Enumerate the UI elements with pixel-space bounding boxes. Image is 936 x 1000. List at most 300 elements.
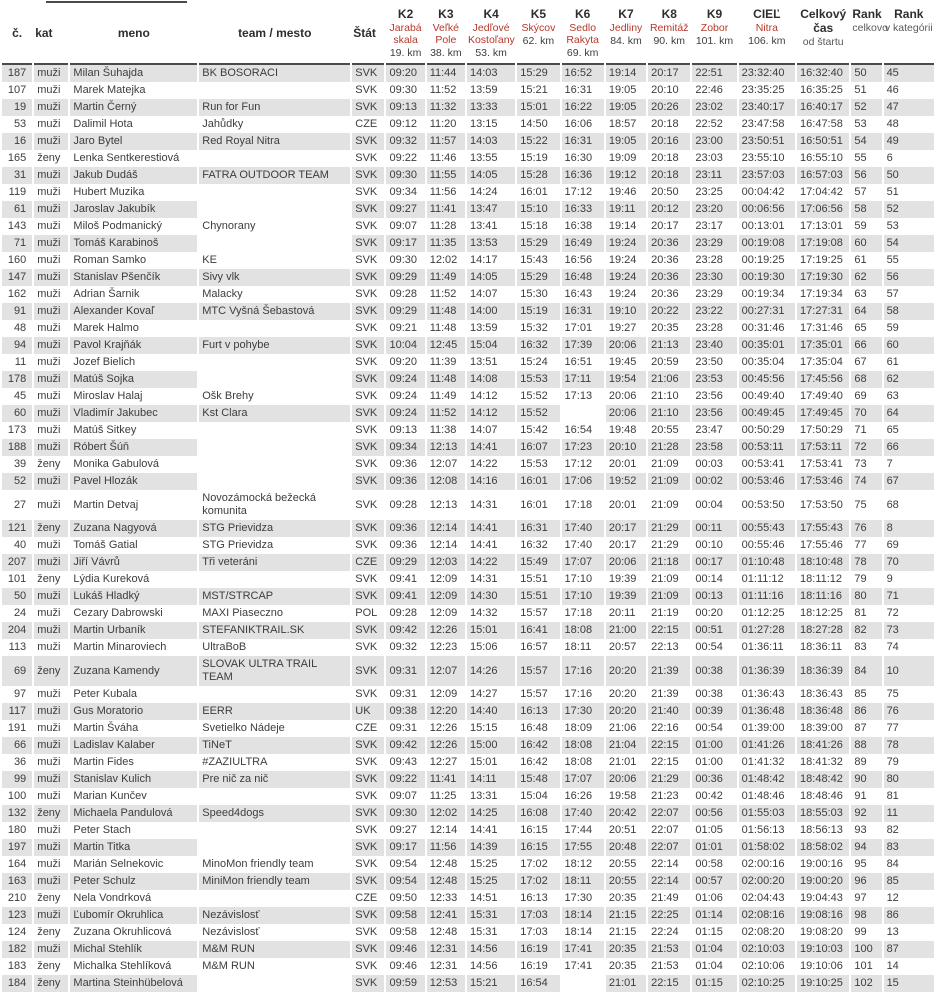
- overall-rank-cell: 82: [851, 622, 881, 639]
- split-cell-ciel: 01:11:16: [739, 588, 795, 605]
- overall-rank-cell: 101: [854, 960, 873, 972]
- state-cell: SVK: [355, 220, 378, 232]
- split-cell-k9: 01:05: [695, 824, 723, 836]
- split-cell-k8: 21:53: [648, 941, 690, 958]
- split-cell-k5: 15:29: [517, 65, 559, 82]
- split-cell-k2: 09:34: [389, 186, 417, 198]
- split-cell-k6: 17:40: [562, 520, 604, 537]
- state-cell: SVK: [355, 790, 378, 802]
- split-cell-k6: 18:09: [564, 722, 593, 734]
- split-cell-k7: 20:06: [606, 554, 646, 571]
- split-cell-k2: 09:36: [389, 458, 417, 470]
- split-cell-k4: 15:31: [467, 907, 515, 924]
- name-cell: Ladislav Kalaber: [70, 737, 197, 754]
- result-row: [2, 856, 934, 873]
- bib-cell: 160: [7, 254, 27, 266]
- name-cell: Adrian Šarnik: [73, 288, 140, 300]
- split-cell-k7: 19:10: [606, 303, 646, 320]
- split-cell-k3: 11:48: [427, 303, 465, 320]
- split-cell-k8: 21:49: [651, 892, 679, 904]
- category-rank-cell: 46: [886, 84, 899, 96]
- overall-rank-cell: 65: [854, 322, 867, 334]
- bib-cell: 123: [2, 907, 32, 924]
- total-time-cell: 18:36:43: [800, 688, 843, 700]
- split-cell-k9: 23:58: [692, 439, 736, 456]
- split-cell-k6: 16:56: [564, 254, 593, 266]
- split-cell-k2: 09:43: [389, 756, 417, 768]
- split-cell-k4: 14:56: [467, 941, 515, 958]
- total-time-cell: 17:04:42: [800, 186, 843, 198]
- split-cell-k3: 12:14: [427, 520, 465, 537]
- total-time-cell: 16:40:17: [797, 99, 849, 116]
- split-cell-k9: 22:46: [695, 84, 723, 96]
- category-cell: muži: [37, 390, 61, 402]
- team-cell: Run for Fun: [199, 99, 350, 116]
- split-cell-k7: 20:06: [606, 405, 646, 422]
- result-row: [2, 873, 934, 890]
- team-cell: [199, 473, 350, 490]
- result-row: [2, 622, 934, 639]
- split-cell-ciel: 01:27:28: [739, 622, 795, 639]
- split-cell-k6: 16:22: [562, 99, 604, 116]
- split-cell-k5: 16:01: [520, 498, 548, 511]
- split-cell-k4: 14:30: [467, 588, 515, 605]
- result-row: [2, 554, 934, 571]
- category-rank-cell: 14: [886, 960, 899, 972]
- column-title: team / mesto: [238, 26, 312, 40]
- overall-rank-cell: 69: [854, 390, 867, 402]
- bib-cell: 197: [2, 839, 32, 856]
- split-cell-k9: 23:17: [695, 220, 723, 232]
- name-cell: Jakub Dudáš: [70, 167, 197, 184]
- results-body: [2, 65, 934, 992]
- overall-rank-cell: 98: [851, 907, 881, 924]
- category-cell: ženy: [37, 573, 61, 585]
- category-rank-cell: 84: [886, 858, 899, 870]
- overall-rank-cell: 97: [854, 892, 867, 904]
- column-header-k8: [648, 0, 690, 65]
- team-cell: Red Royal Nitra: [199, 133, 350, 150]
- split-cell-k7: 21:01: [608, 756, 637, 768]
- category-cell: muži: [37, 722, 61, 734]
- split-cell-k9: 01:06: [695, 892, 723, 904]
- bib-cell: 164: [7, 858, 27, 870]
- split-cell-k8: 21:29: [651, 539, 679, 551]
- team-cell: [199, 320, 350, 337]
- split-cell-ciel: 02:10:03: [739, 941, 795, 958]
- split-cell-k7: 19:12: [606, 167, 646, 184]
- total-time-cell: 17:35:01: [797, 337, 849, 354]
- state-cell: SVK: [355, 424, 378, 436]
- state-cell: SVK: [355, 688, 378, 700]
- bib-cell: 132: [2, 805, 32, 822]
- column-title: Rank: [852, 7, 882, 21]
- column-title: kat: [35, 26, 53, 40]
- column-header-k7: [606, 0, 646, 65]
- team-cell: [199, 201, 350, 218]
- split-cell-k7: 20:42: [606, 805, 646, 822]
- bib-cell: 119: [8, 186, 27, 198]
- split-cell-k8: 20:36: [651, 288, 679, 300]
- split-cell-k7: 20:20: [606, 656, 646, 686]
- team-cell: M&M RUN: [202, 960, 255, 972]
- split-cell-k7: 19:24: [608, 254, 637, 266]
- total-time-cell: 17:53:41: [800, 458, 843, 470]
- name-cell: Michal Stehlík: [70, 941, 197, 958]
- state-cell: SVK: [352, 405, 384, 422]
- result-row: [2, 456, 934, 473]
- split-cell-k7: 19:05: [608, 84, 637, 96]
- split-cell-k2: 09:07: [389, 790, 417, 802]
- split-cell-k7: 20:17: [608, 539, 637, 551]
- total-time-cell: 17:19:30: [797, 269, 849, 286]
- bib-cell: 16: [2, 133, 32, 150]
- category-cell: muži: [34, 473, 68, 490]
- split-cell-k3: 12:26: [427, 737, 465, 754]
- total-time-cell: 18:48:42: [797, 771, 849, 788]
- column-subtitle: Jarabá skala: [389, 22, 422, 46]
- split-cell-k4: 15:00: [467, 737, 515, 754]
- category-cell: ženy: [37, 458, 61, 470]
- result-row: [2, 82, 934, 99]
- total-time-cell: 17:45:56: [797, 371, 849, 388]
- split-cell-k5: 16:01: [520, 186, 548, 198]
- split-cell-ciel: 00:49:40: [741, 390, 785, 402]
- total-time-cell: 18:58:02: [797, 839, 849, 856]
- split-cell-k8: 21:40: [648, 703, 690, 720]
- split-cell-k2: 09:36: [389, 539, 417, 551]
- state-cell: SVK: [355, 539, 378, 551]
- split-cell-k3: 11:41: [427, 771, 465, 788]
- split-cell-k5: 16:32: [520, 539, 548, 551]
- split-cell-k7: 20:01: [608, 458, 637, 470]
- split-cell-k6: 18:11: [564, 641, 592, 653]
- category-cell: muži: [34, 303, 68, 320]
- split-cell-k2: 09:30: [386, 805, 424, 822]
- split-cell-k2: 09:36: [386, 520, 424, 537]
- split-cell-k7: 20:55: [608, 858, 637, 870]
- team-cell: [199, 890, 350, 907]
- split-cell-k3: 12:03: [427, 554, 465, 571]
- total-time-cell: 17:49:40: [800, 390, 843, 402]
- split-cell-k2: 09:29: [386, 554, 424, 571]
- state-cell: SVK: [355, 458, 378, 470]
- category-cell: muži: [34, 941, 68, 958]
- split-cell-k9: 22:51: [692, 65, 736, 82]
- team-cell: Novozámocká bežecká komunita: [202, 492, 316, 517]
- split-cell-k8: 20:36: [651, 254, 679, 266]
- result-row: [2, 218, 934, 235]
- category-rank-cell: 66: [884, 439, 934, 456]
- split-cell-k6: 18:08: [562, 622, 604, 639]
- split-cell-ciel: 00:55:43: [739, 520, 795, 537]
- split-cell-k6: 17:30: [562, 703, 604, 720]
- result-row: [2, 656, 934, 686]
- split-cell-k6: 16:31: [562, 303, 604, 320]
- category-rank-cell: 9: [886, 573, 893, 585]
- bib-cell: 204: [2, 622, 32, 639]
- split-cell-k3: 12:09: [429, 573, 458, 585]
- split-cell-k5: 15:57: [517, 656, 559, 686]
- bib-cell: 40: [13, 539, 27, 551]
- total-time-cell: 17:06:56: [797, 201, 849, 218]
- total-time-cell: 17:31:46: [800, 322, 843, 334]
- split-cell-k3: 11:46: [429, 152, 457, 164]
- split-cell-k2: 09:20: [386, 65, 424, 82]
- category-cell: ženy: [37, 152, 61, 164]
- split-cell-k4: 14:12: [469, 390, 498, 402]
- split-cell-k7: 19:11: [606, 201, 646, 218]
- split-cell-k3: 11:56: [429, 186, 457, 198]
- split-cell-k3: 12:31: [429, 960, 458, 972]
- team-cell: [199, 822, 350, 839]
- split-cell-k7: 20:01: [608, 498, 637, 511]
- total-time-cell: 16:57:03: [797, 167, 849, 184]
- category-cell: muži: [37, 688, 61, 700]
- team-cell: STG Prievidza: [199, 520, 350, 537]
- category-cell: muži: [34, 873, 68, 890]
- name-cell: Hubert Muzika: [73, 186, 145, 198]
- bib-cell: 53: [13, 118, 27, 130]
- state-cell: CZE: [355, 118, 378, 130]
- column-header-name: [70, 0, 197, 65]
- bib-cell: 31: [2, 167, 32, 184]
- split-cell-k4: 14:08: [467, 371, 515, 388]
- category-rank-cell: 47: [884, 99, 934, 116]
- bib-cell: 188: [2, 439, 32, 456]
- split-cell-ciel: 00:04:42: [741, 186, 785, 198]
- category-rank-cell: 73: [884, 622, 934, 639]
- name-cell: Martin Minaroviech: [73, 641, 167, 653]
- split-cell-k8: 22:13: [651, 641, 679, 653]
- split-cell-k7: 19:14: [608, 220, 637, 232]
- overall-rank-cell: 80: [851, 588, 881, 605]
- split-cell-ciel: 01:12:25: [741, 607, 785, 619]
- split-cell-ciel: 02:08:16: [739, 907, 795, 924]
- name-cell: Zuzana Nagyová: [70, 520, 197, 537]
- split-cell-k4: 14:00: [467, 303, 515, 320]
- split-cell-k4: 14:05: [467, 167, 515, 184]
- category-rank-cell: 60: [884, 337, 934, 354]
- category-cell: muži: [34, 622, 68, 639]
- team-cell: MAXI Piaseczno: [202, 607, 283, 619]
- category-rank-cell: 79: [886, 756, 899, 768]
- total-time-cell: 18:27:28: [797, 622, 849, 639]
- category-cell: muži: [34, 703, 68, 720]
- split-cell-ciel: 02:00:16: [741, 858, 785, 870]
- state-cell: SVK: [352, 201, 384, 218]
- split-cell-k2: 09:38: [386, 703, 424, 720]
- split-cell-k6: 18:08: [564, 756, 593, 768]
- split-cell-k5: 16:19: [517, 941, 559, 958]
- split-cell-k5: 15:30: [520, 288, 548, 300]
- split-cell-k8: 22:14: [648, 873, 690, 890]
- split-cell-k7: 19:58: [608, 790, 637, 802]
- state-cell: SVK: [352, 737, 384, 754]
- category-cell: muži: [34, 737, 68, 754]
- split-cell-k4: 13:51: [469, 356, 498, 368]
- total-time-cell: 19:00:20: [797, 873, 849, 890]
- overall-rank-cell: 78: [851, 554, 881, 571]
- total-time-cell: 17:19:08: [797, 235, 849, 252]
- column-header-k4: [467, 0, 515, 65]
- split-cell-k8: 20:18: [651, 152, 679, 164]
- split-cell-k9: 01:14: [692, 907, 736, 924]
- split-cell-k5: 15:49: [517, 554, 559, 571]
- team-cell: #ZAZIULTRA: [202, 756, 268, 768]
- total-time-cell: 18:10:48: [797, 554, 849, 571]
- split-cell-ciel: 00:31:46: [741, 322, 785, 334]
- team-cell: FATRA OUTDOOR TEAM: [199, 167, 350, 184]
- split-cell-k5: 17:03: [517, 907, 559, 924]
- overall-rank-cell: 90: [851, 771, 881, 788]
- team-cell: Kst Clara: [199, 405, 350, 422]
- column-title: K5: [530, 7, 547, 21]
- split-cell-k5: 16:48: [520, 722, 548, 734]
- state-cell: SVK: [355, 960, 378, 972]
- split-cell-k5: 15:19: [517, 303, 559, 320]
- category-rank-cell: 69: [886, 539, 899, 551]
- column-title: K7: [618, 7, 634, 21]
- column-header-ciel: [739, 0, 795, 65]
- bib-cell: 91: [2, 303, 32, 320]
- split-cell-k8: 21:13: [648, 337, 690, 354]
- split-cell-k4: 13:59: [469, 84, 498, 96]
- split-cell-k5: 16:15: [520, 824, 548, 836]
- split-cell-k2: 10:04: [386, 337, 424, 354]
- split-cell-k2: 09:12: [389, 118, 417, 130]
- total-time-cell: 16:32:40: [797, 65, 849, 82]
- split-cell-k7: 21:00: [606, 622, 646, 639]
- split-cell-k5: 15:51: [520, 573, 548, 585]
- split-cell-k7: 20:10: [606, 439, 646, 456]
- split-cell-k2: 09:31: [386, 656, 424, 686]
- total-time-cell: 19:08:20: [800, 926, 843, 938]
- category-rank-cell: 87: [884, 941, 934, 958]
- split-cell-k3: 12:27: [429, 756, 458, 768]
- team-cell: TiNeT: [199, 737, 350, 754]
- team-cell: Tři veteráni: [199, 554, 350, 571]
- split-cell-k4: 15:31: [469, 926, 498, 938]
- state-cell: SVK: [355, 498, 378, 511]
- split-cell-k5: 16:54: [517, 975, 559, 992]
- result-row: [2, 639, 934, 656]
- category-rank-cell: 76: [884, 703, 934, 720]
- overall-rank-cell: 67: [854, 356, 867, 368]
- name-cell: Martin Urbaník: [70, 622, 197, 639]
- team-cell: MTC Vyšná Šebastová: [199, 303, 350, 320]
- state-cell: CZE: [355, 722, 378, 734]
- result-row: [2, 737, 934, 754]
- split-cell-k2: 09:58: [386, 907, 424, 924]
- column-title: Celkový čas: [800, 7, 847, 35]
- split-cell-k9: 23:56: [695, 390, 723, 402]
- category-rank-cell: 74: [886, 641, 899, 653]
- name-cell: Milan Šuhajda: [70, 65, 197, 82]
- state-cell: SVK: [352, 771, 384, 788]
- category-rank-cell: 80: [884, 771, 934, 788]
- name-cell: Ľubomír Okruhlica: [70, 907, 197, 924]
- split-cell-k2: 09:28: [389, 607, 417, 619]
- total-time-cell: 16:55:10: [800, 152, 843, 164]
- result-row: [2, 303, 934, 320]
- bib-cell: 69: [2, 656, 32, 686]
- bib-cell: 173: [7, 424, 27, 436]
- bib-cell: 94: [2, 337, 32, 354]
- split-cell-k8: 22:15: [651, 756, 679, 768]
- split-cell-ciel: 23:40:17: [739, 99, 795, 116]
- overall-rank-cell: 58: [851, 201, 881, 218]
- split-cell-k6: 17:06: [562, 473, 604, 490]
- split-cell-ciel: 01:56:13: [741, 824, 785, 836]
- result-row: [2, 422, 934, 439]
- state-cell: UK: [352, 703, 384, 720]
- bib-cell: 191: [7, 722, 27, 734]
- name-cell: Matúš Sojka: [70, 371, 197, 388]
- column-header-k2: [386, 0, 424, 65]
- bib-cell: 45: [13, 390, 27, 402]
- split-cell-k9: 00:57: [692, 873, 736, 890]
- category-cell: ženy: [37, 926, 61, 938]
- split-cell-k8: 20:35: [651, 322, 679, 334]
- bib-cell: 162: [7, 288, 27, 300]
- state-cell: SVK: [352, 839, 384, 856]
- result-row: [2, 839, 934, 856]
- category-cell: ženy: [37, 960, 61, 972]
- name-cell: Martin Detvaj: [73, 498, 139, 511]
- overall-rank-cell: 102: [851, 975, 881, 992]
- split-cell-k6: 17:18: [564, 498, 593, 511]
- split-cell-k2: 09:22: [386, 771, 424, 788]
- split-cell-k2: 09:24: [386, 371, 424, 388]
- split-cell-ciel: 02:10:25: [739, 975, 795, 992]
- bib-cell: 180: [7, 824, 27, 836]
- column-header-st: [352, 0, 384, 65]
- split-cell-k9: 00:56: [692, 805, 736, 822]
- split-cell-k2: 09:46: [386, 941, 424, 958]
- bib-cell: 100: [7, 790, 27, 802]
- column-distance: 84. km: [610, 35, 642, 47]
- state-cell: SVK: [352, 588, 384, 605]
- split-cell-k6: 18:12: [564, 858, 593, 870]
- split-cell-ciel: 01:41:26: [739, 737, 795, 754]
- state-cell: SVK: [355, 84, 378, 96]
- category-rank-cell: 59: [886, 322, 899, 334]
- bib-cell: 101: [7, 573, 27, 585]
- category-cell: muži: [37, 254, 61, 266]
- split-cell-k8: 20:22: [648, 303, 690, 320]
- split-cell-k8: 20:26: [648, 99, 690, 116]
- split-cell-k4: 14:56: [469, 960, 498, 972]
- team-cell: STEFANIKTRAIL.SK: [199, 622, 350, 639]
- split-cell-ciel: 01:41:32: [741, 756, 785, 768]
- split-cell-ciel: 00:19:30: [739, 269, 795, 286]
- split-cell-k4: 14:27: [469, 688, 498, 700]
- category-cell: muži: [34, 839, 68, 856]
- state-cell: SVK: [352, 520, 384, 537]
- split-cell-k9: 00:58: [695, 858, 723, 870]
- category-rank-cell: 53: [886, 220, 899, 232]
- split-cell-k8: 22:15: [648, 622, 690, 639]
- split-cell-k6: 17:41: [564, 960, 593, 972]
- category-rank-cell: 78: [884, 737, 934, 754]
- split-cell-k5: 15:21: [520, 84, 548, 96]
- total-time-cell: 17:53:50: [800, 498, 843, 511]
- split-cell-ciel: 00:50:29: [741, 424, 785, 436]
- split-cell-k3: 12:48: [429, 858, 458, 870]
- total-time-cell: 18:36:48: [797, 703, 849, 720]
- total-time-cell: 18:48:46: [800, 790, 843, 802]
